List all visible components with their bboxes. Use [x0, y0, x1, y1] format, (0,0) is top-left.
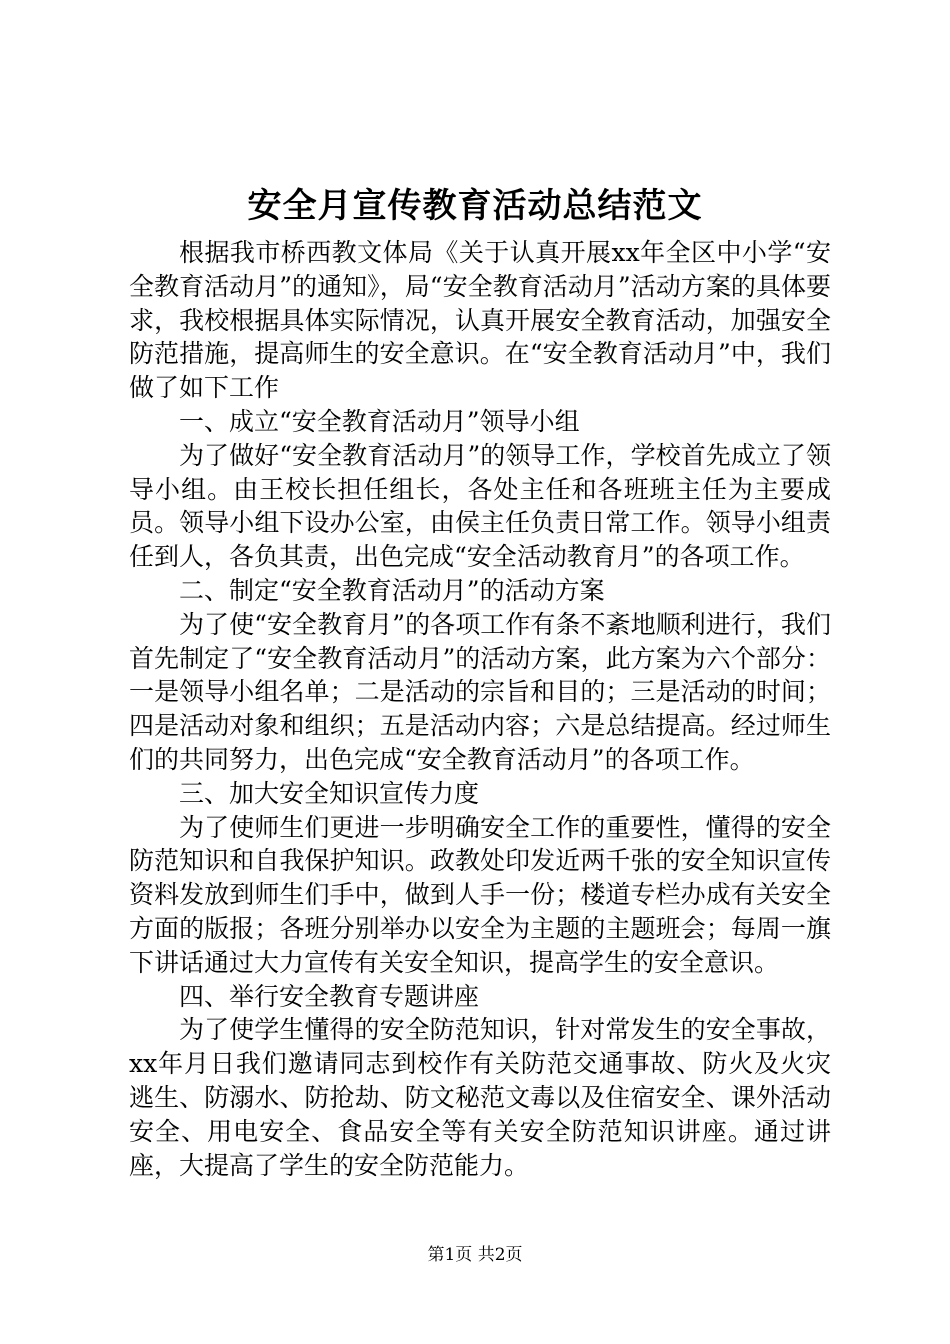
section-heading-3: 三、加大安全知识宣传力度 [179, 778, 480, 808]
section-heading-4: 四、举行安全教育专题讲座 [179, 981, 480, 1011]
paragraph-section-3: 为了使师生们更进一步明确安全工作的重要性，懂得的安全防范知识和自我保护知识。政教处印发近两千张的安全知识宣传资料发放到师生们手中，做到人手一份；楼道专栏办成有关安全方面的版报；各班分别举办以安全为主题的主题班会；每周一旗下讲话通过大力宣传有关安全知识，提高学生的安全意识。 [129, 812, 831, 977]
document-title: 安全月宣传教育活动总结范文 [247, 186, 703, 226]
page-footer: 第1页 共2页 [427, 1245, 523, 1265]
section-heading-2: 二、制定“安全教育活动月”的活动方案 [179, 575, 605, 605]
paragraph-section-2: 为了使“安全教育月”的各项工作有条不紊地顺利进行，我们首先制定了“安全教育活动月”的活动方案，此方案为六个部分：一是领导小组名单；二是活动的宗旨和目的；三是活动的时间；四是活动对象和组织；五是活动内容；六是总结提高。经过师生们的共同努力，出色完成“安全教育活动月”的各项工作。 [129, 609, 831, 774]
section-heading-1: 一、成立“安全教育活动月”领导小组 [179, 406, 580, 436]
paragraph-section-1: 为了做好“安全教育活动月”的领导工作，学校首先成立了领导小组。由王校长担任组长，各处主任和各班班主任为主要成员。领导小组下设办公室，由侯主任负责日常工作。领导小组责任到人，各负其责，出色完成“安全活动教育月”的各项工作。 [129, 440, 831, 572]
document-body [129, 236, 831, 1182]
paragraph-section-4: 为了使学生懂得的安全防范知识，针对常发生的安全事故，xx年月日我们邀请同志到校作有关防范交通事故、防火及火灾逃生、防溺水、防抢劫、防文秘范文毒以及住宿安全、课外活动安全、用电安全、食品安全等有关安全防范知识讲座。通过讲座，大提高了学生的安全防范能力。 [129, 1015, 831, 1180]
paragraph-intro: 根据我市桥西教文体局《关于认真开展xx年全区中小学“安全教育活动月”的通知》，局“安全教育活动月”活动方案的具体要求，我校根据具体实际情况，认真开展安全教育活动，加强安全防范措施，提高师生的安全意识。在“安全教育活动月”中，我们做了如下工作 [129, 238, 831, 403]
